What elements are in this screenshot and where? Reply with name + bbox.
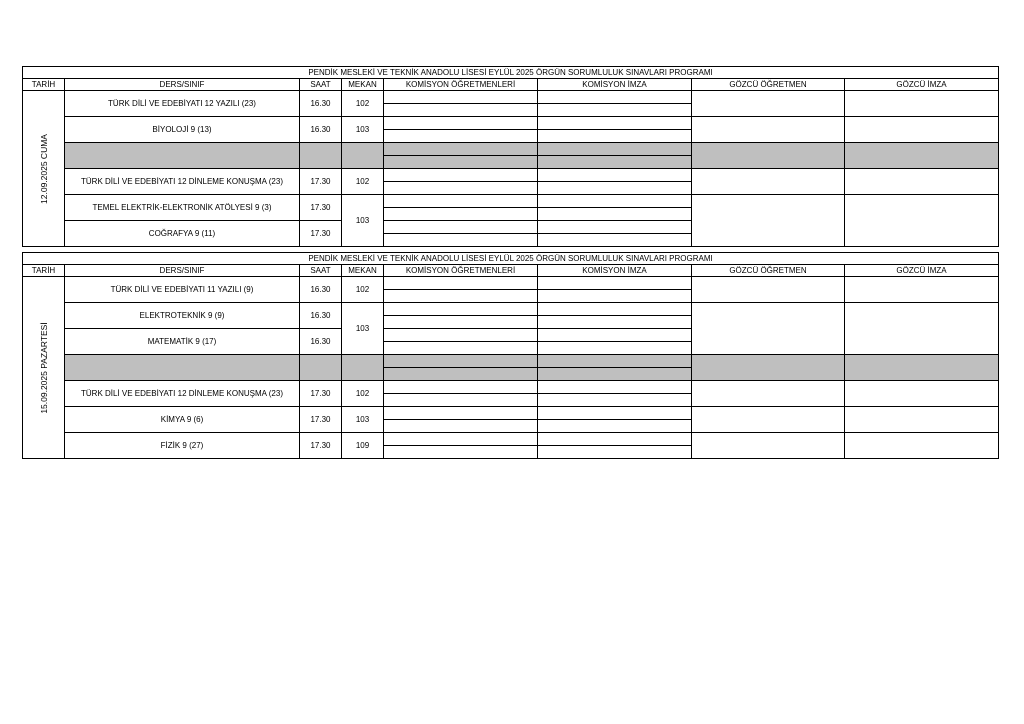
committee-signature-slot: [538, 182, 692, 195]
committee-teacher-slot: [384, 381, 538, 394]
proctor-signature-slot: [845, 433, 999, 459]
time-cell: 17.30: [300, 221, 342, 247]
course-cell: KİMYA 9 (6): [65, 407, 300, 433]
room-cell: 103: [342, 303, 384, 355]
committee-teacher-slot: [384, 169, 538, 182]
break-committee-signature-slot: [538, 143, 692, 156]
break-time-cell: [300, 355, 342, 381]
committee-signature-slot: [538, 290, 692, 303]
time-cell: 17.30: [300, 407, 342, 433]
committee-teacher-slot: [384, 182, 538, 195]
proctor-signature-slot: [845, 381, 999, 407]
committee-signature-slot: [538, 316, 692, 329]
room-cell: 102: [342, 277, 384, 303]
break-room-cell: [342, 143, 384, 169]
committee-signature-slot: [538, 433, 692, 446]
time-cell: 16.30: [300, 303, 342, 329]
table-title: PENDİK MESLEKİ VE TEKNİK ANADOLU LİSESİ EYLÜL 2025 ÖRGÜN SORUMLULUK SINAVLARI PROGRAMI: [23, 253, 999, 265]
course-cell: TÜRK DİLİ VE EDEBİYATI 12 DİNLEME KONUŞMA (23): [65, 169, 300, 195]
course-cell: MATEMATİK 9 (17): [65, 329, 300, 355]
header-committee-signature: KOMİSYON İMZA: [538, 265, 692, 277]
header-room: MEKAN: [342, 79, 384, 91]
committee-teacher-slot: [384, 104, 538, 117]
committee-teacher-slot: [384, 221, 538, 234]
committee-teacher-slot: [384, 316, 538, 329]
header-date: TARİH: [23, 265, 65, 277]
room-cell: 103: [342, 407, 384, 433]
committee-teacher-slot: [384, 117, 538, 130]
proctor-teacher-slot: [692, 303, 845, 355]
header-committee-teachers: KOMİSYON ÖĞRETMENLERİ: [384, 265, 538, 277]
break-course-cell: [65, 143, 300, 169]
committee-signature-slot: [538, 277, 692, 290]
committee-signature-slot: [538, 104, 692, 117]
break-committee-teacher-slot: [384, 368, 538, 381]
header-course: DERS/SINIF: [65, 79, 300, 91]
proctor-teacher-slot: [692, 91, 845, 117]
break-committee-teacher-slot: [384, 143, 538, 156]
proctor-teacher-slot: [692, 277, 845, 303]
proctor-signature-slot: [845, 169, 999, 195]
header-time: SAAT: [300, 79, 342, 91]
break-proctor-teacher-slot: [692, 355, 845, 381]
course-cell: TÜRK DİLİ VE EDEBİYATI 11 YAZILI (9): [65, 277, 300, 303]
committee-signature-slot: [538, 381, 692, 394]
committee-teacher-slot: [384, 303, 538, 316]
break-committee-signature-slot: [538, 156, 692, 169]
committee-signature-slot: [538, 446, 692, 459]
break-committee-signature-slot: [538, 368, 692, 381]
committee-signature-slot: [538, 169, 692, 182]
course-cell: TEMEL ELEKTRİK-ELEKTRONİK ATÖLYESİ 9 (3): [65, 195, 300, 221]
room-cell: 103: [342, 117, 384, 143]
exam-schedule-table-1: [22, 66, 999, 247]
committee-signature-slot: [538, 117, 692, 130]
room-cell: 109: [342, 433, 384, 459]
committee-teacher-slot: [384, 208, 538, 221]
date-cell: [23, 91, 65, 247]
exam-date: 15.09.2025 PAZARTESİ: [38, 321, 49, 414]
course-cell: COĞRAFYA 9 (11): [65, 221, 300, 247]
break-time-cell: [300, 143, 342, 169]
committee-teacher-slot: [384, 407, 538, 420]
header-date: TARİH: [23, 79, 65, 91]
course-cell: FİZİK 9 (27): [65, 433, 300, 459]
break-committee-teacher-slot: [384, 156, 538, 169]
committee-teacher-slot: [384, 446, 538, 459]
committee-signature-slot: [538, 91, 692, 104]
course-cell: TÜRK DİLİ VE EDEBİYATI 12 DİNLEME KONUŞMA (23): [65, 381, 300, 407]
committee-teacher-slot: [384, 195, 538, 208]
committee-teacher-slot: [384, 420, 538, 433]
committee-signature-slot: [538, 130, 692, 143]
committee-signature-slot: [538, 195, 692, 208]
course-cell: ELEKTROTEKNİK 9 (9): [65, 303, 300, 329]
committee-signature-slot: [538, 221, 692, 234]
room-cell: 102: [342, 169, 384, 195]
header-committee-teachers: KOMİSYON ÖĞRETMENLERİ: [384, 79, 538, 91]
header-room: MEKAN: [342, 265, 384, 277]
room-cell: 103: [342, 195, 384, 247]
proctor-teacher-slot: [692, 433, 845, 459]
header-proctor-teacher: GÖZCÜ ÖĞRETMEN: [692, 79, 845, 91]
table-title: PENDİK MESLEKİ VE TEKNİK ANADOLU LİSESİ EYLÜL 2025 ÖRGÜN SORUMLULUK SINAVLARI PROGRAMI: [23, 67, 999, 79]
break-room-cell: [342, 355, 384, 381]
proctor-signature-slot: [845, 195, 999, 247]
committee-teacher-slot: [384, 329, 538, 342]
committee-signature-slot: [538, 394, 692, 407]
time-cell: 17.30: [300, 433, 342, 459]
committee-teacher-slot: [384, 277, 538, 290]
proctor-teacher-slot: [692, 117, 845, 143]
exam-date: 12.09.2025 CUMA: [38, 133, 49, 204]
proctor-teacher-slot: [692, 381, 845, 407]
committee-signature-slot: [538, 420, 692, 433]
committee-teacher-slot: [384, 290, 538, 303]
time-cell: 17.30: [300, 195, 342, 221]
committee-signature-slot: [538, 407, 692, 420]
proctor-signature-slot: [845, 117, 999, 143]
time-cell: 17.30: [300, 381, 342, 407]
header-proctor-signature: GÖZCÜ İMZA: [845, 265, 999, 277]
proctor-signature-slot: [845, 277, 999, 303]
time-cell: 16.30: [300, 329, 342, 355]
course-cell: TÜRK DİLİ VE EDEBİYATI 12 YAZILI (23): [65, 91, 300, 117]
break-committee-signature-slot: [538, 355, 692, 368]
date-cell: [23, 277, 65, 459]
proctor-teacher-slot: [692, 195, 845, 247]
header-proctor-teacher: GÖZCÜ ÖĞRETMEN: [692, 265, 845, 277]
committee-teacher-slot: [384, 234, 538, 247]
committee-signature-slot: [538, 329, 692, 342]
break-course-cell: [65, 355, 300, 381]
committee-signature-slot: [538, 234, 692, 247]
proctor-teacher-slot: [692, 407, 845, 433]
time-cell: 16.30: [300, 117, 342, 143]
break-proctor-teacher-slot: [692, 143, 845, 169]
header-time: SAAT: [300, 265, 342, 277]
room-cell: 102: [342, 91, 384, 117]
committee-teacher-slot: [384, 433, 538, 446]
break-committee-teacher-slot: [384, 355, 538, 368]
committee-teacher-slot: [384, 130, 538, 143]
break-proctor-signature-slot: [845, 355, 999, 381]
time-cell: 16.30: [300, 277, 342, 303]
committee-signature-slot: [538, 303, 692, 316]
proctor-signature-slot: [845, 303, 999, 355]
committee-teacher-slot: [384, 394, 538, 407]
header-course: DERS/SINIF: [65, 265, 300, 277]
time-cell: 16.30: [300, 91, 342, 117]
proctor-signature-slot: [845, 407, 999, 433]
proctor-teacher-slot: [692, 169, 845, 195]
course-cell: BİYOLOJİ 9 (13): [65, 117, 300, 143]
committee-signature-slot: [538, 208, 692, 221]
header-proctor-signature: GÖZCÜ İMZA: [845, 79, 999, 91]
committee-signature-slot: [538, 342, 692, 355]
proctor-signature-slot: [845, 91, 999, 117]
room-cell: 102: [342, 381, 384, 407]
time-cell: 17.30: [300, 169, 342, 195]
header-committee-signature: KOMİSYON İMZA: [538, 79, 692, 91]
break-proctor-signature-slot: [845, 143, 999, 169]
exam-schedule-table-2: [22, 252, 999, 459]
committee-teacher-slot: [384, 91, 538, 104]
committee-teacher-slot: [384, 342, 538, 355]
